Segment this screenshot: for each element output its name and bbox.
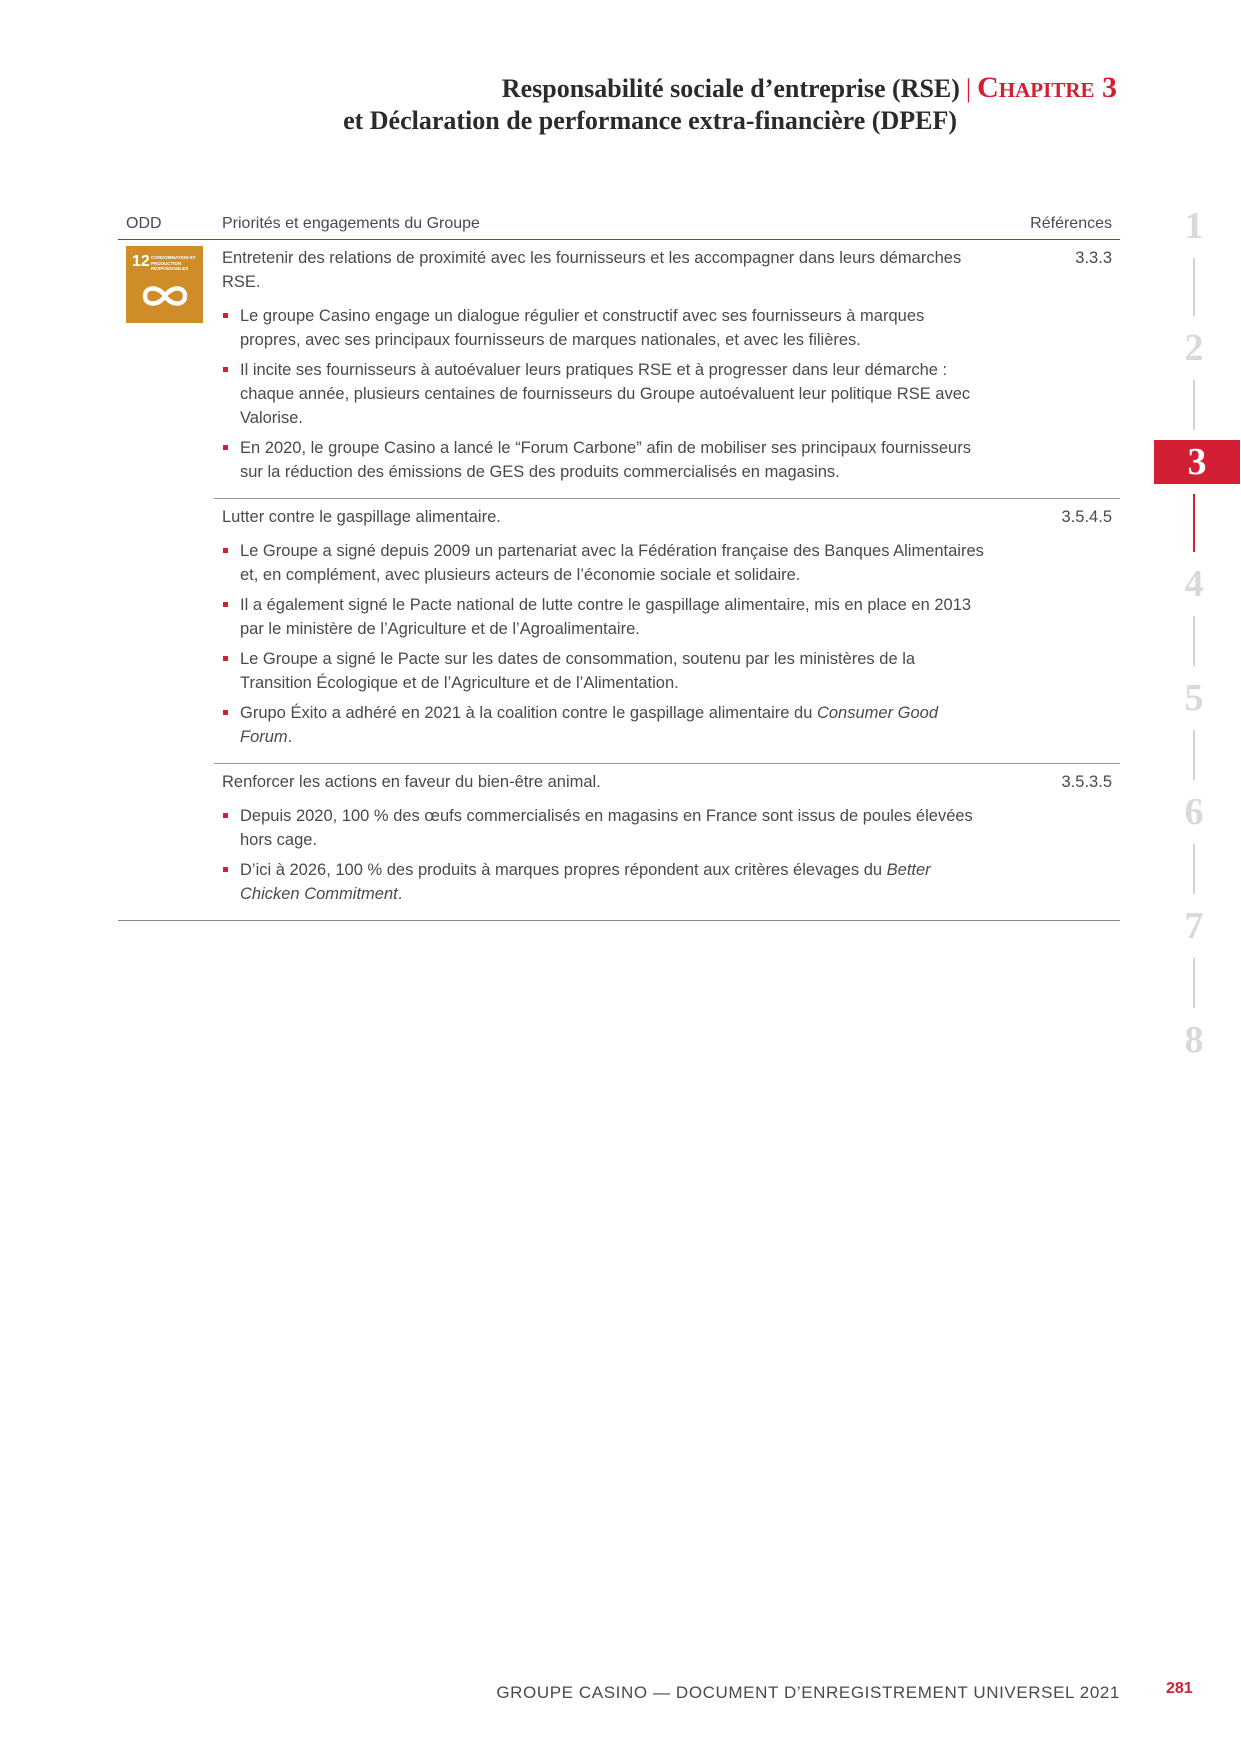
row-intro: Entretenir des relations de proximité avec les fournisseurs et les accompagner dans leurs démarches RSE. [222, 249, 962, 291]
header-line-1 [343, 72, 1117, 105]
list-item-end: . [397, 885, 403, 903]
odd-cell [118, 240, 214, 921]
nav-divider [1193, 380, 1195, 430]
list-item-end: . [287, 728, 293, 746]
list-item [222, 701, 986, 749]
page-number: 281 [1166, 1680, 1193, 1697]
odd-table [118, 210, 1120, 921]
table-row [118, 499, 1120, 764]
list-item-italic: Better Chicken Commitment [240, 861, 931, 903]
reference-cell: 3.3.3 [994, 240, 1120, 499]
list-item: Il incite ses fournisseurs à autoévaluer leurs pratiques RSE et à progresser dans leur démarche : chaque année, plusieurs centaines de fournisseurs du Groupe autoévaluent leur politique RSE avec Valorise. [222, 358, 986, 430]
chapter-link-3[interactable]: 3 [1154, 440, 1240, 484]
chapter-nav [1154, 204, 1234, 1062]
bullet-list [222, 539, 986, 749]
header-separator: | [965, 74, 972, 103]
list-item [222, 858, 986, 906]
table-row [118, 240, 1120, 499]
col-header-references: Références [994, 210, 1120, 240]
list-item: Depuis 2020, 100 % des œufs commercialisés en magasins en France sont issus de poules élevées hors cage. [222, 804, 986, 852]
priorities-cell [214, 764, 994, 921]
chapter-label: Chapitre 3 [977, 71, 1117, 104]
list-item: Le groupe Casino engage un dialogue régulier et constructif avec ses fournisseurs à marques propres, avec ses principaux fournisseurs de marques nationales, et avec les filières. [222, 304, 986, 352]
nav-divider [1193, 844, 1195, 894]
list-item-italic: Consumer Good Forum [240, 704, 939, 746]
reference-cell: 3.5.3.5 [994, 764, 1120, 921]
sdg-12-badge [126, 246, 203, 323]
chapter-link-5[interactable]: 5 [1184, 677, 1204, 719]
sdg-label: CONSOMMATION ET PRODUCTION RESPONSABLES [151, 255, 196, 271]
nav-divider [1193, 258, 1195, 316]
list-item: Le Groupe a signé le Pacte sur les dates de consommation, soutenu par les ministères de la Transition Écologique et de l’Agriculture et de l’Alimentation. [222, 647, 986, 695]
chapter-link-1[interactable]: 1 [1184, 205, 1204, 247]
chapter-link-2[interactable]: 2 [1184, 327, 1204, 369]
header-title: Responsabilité sociale d’entreprise (RSE) [501, 74, 960, 103]
list-item: Il a également signé le Pacte national de lutte contre le gaspillage alimentaire, mis en place en 2013 par le ministère de l’Agriculture et de l’Agroalimentaire. [222, 593, 986, 641]
page-header [343, 72, 1117, 137]
nav-divider [1193, 730, 1195, 780]
infinity-icon [139, 283, 191, 309]
chapter-link-6[interactable]: 6 [1184, 791, 1204, 833]
list-item-text: D’ici à 2026, 100 % des produits à marques propres répondent aux critères élevages du [240, 861, 887, 879]
chapter-link-4[interactable]: 4 [1184, 563, 1204, 605]
sdg-number: 12 [132, 253, 150, 270]
col-header-priorities: Priorités et engagements du Groupe [214, 210, 994, 240]
nav-divider-active [1193, 494, 1195, 552]
row-intro: Renforcer les actions en faveur du bien-être animal. [222, 773, 601, 791]
row-intro: Lutter contre le gaspillage alimentaire. [222, 508, 501, 526]
col-header-odd: ODD [118, 210, 214, 240]
list-item-text: Grupo Éxito a adhéré en 2021 à la coalition contre le gaspillage alimentaire du [240, 704, 817, 722]
table-header-row [118, 210, 1120, 240]
list-item: Le Groupe a signé depuis 2009 un partenariat avec la Fédération française des Banques Alimentaires et, en complément, avec plusieurs acteurs de l’économie sociale et solidaire. [222, 539, 986, 587]
table-row [118, 764, 1120, 921]
priorities-cell [214, 499, 994, 764]
reference-cell: 3.5.4.5 [994, 499, 1120, 764]
nav-divider [1193, 958, 1195, 1008]
list-item: En 2020, le groupe Casino a lancé le “Forum Carbone” afin de mobiliser ses principaux fournisseurs sur la réduction des émissions de GES des produits commercialisés en magasins. [222, 436, 986, 484]
header-line-2: et Déclaration de performance extra-financière (DPEF) [343, 106, 957, 135]
nav-divider [1193, 616, 1195, 666]
bullet-list [222, 804, 986, 906]
priorities-cell [214, 240, 994, 499]
footer-text: GROUPE CASINO — DOCUMENT D’ENREGISTREMENT UNIVERSEL 2021 [496, 1683, 1120, 1702]
bullet-list [222, 304, 986, 484]
chapter-link-8[interactable]: 8 [1184, 1019, 1204, 1061]
chapter-link-7[interactable]: 7 [1184, 905, 1204, 947]
